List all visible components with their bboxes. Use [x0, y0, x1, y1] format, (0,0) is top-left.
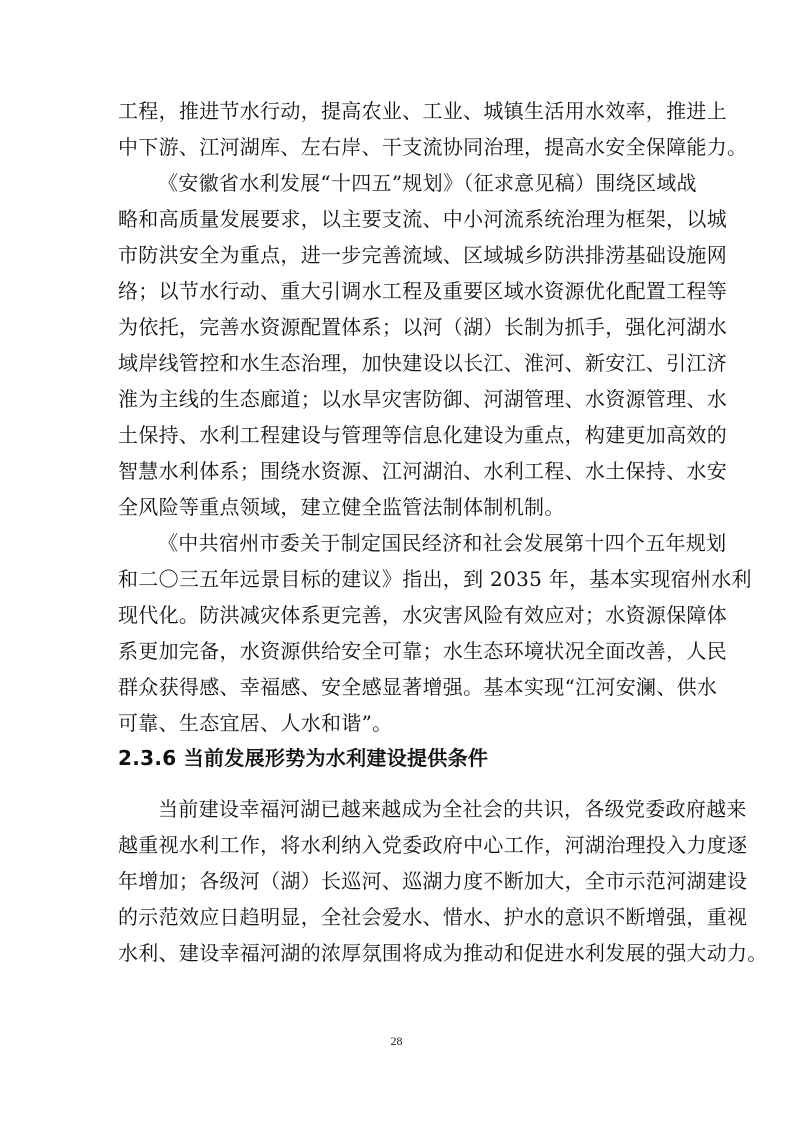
paragraph-line: 土保持、水利工程建设与管理等信息化建设为重点，构建更加高效的 [118, 423, 727, 447]
paragraph-line: 水利、建设幸福河湖的浓厚氛围将成为推动和促进水利发展的强大动力。 [118, 941, 768, 965]
paragraph-line: 年增加；各级河（湖）长巡河、巡湖力度不断加大，全市示范河湖建设 [118, 869, 748, 893]
paragraph-line: 市防洪安全为重点，进一步完善流域、区域城乡防洪排涝基础设施网 [118, 243, 727, 267]
paragraph-line: 工程，推进节水行动，提高农业、工业、城镇生活用水效率，推进上 [118, 99, 727, 123]
paragraph-line: 中下游、江河湖库、左右岸、干支流协同治理，提高水安全保障能力。 [118, 135, 748, 159]
paragraph-line: 的示范效应日趋明显，全社会爱水、惜水、护水的意识不断增强，重视 [118, 905, 748, 929]
paragraph-line: 当前建设幸福河湖已越来越成为全社会的共识，各级党委政府越来 [158, 797, 747, 821]
paragraph-line: 智慧水利体系；围绕水资源、江河湖泊、水利工程、水土保持、水安 [118, 459, 727, 483]
paragraph-line: 现代化。防洪减灾体系更完善，水灾害风险有效应对；水资源保障体 [118, 603, 727, 627]
section-heading: 2.3.6 当前发展形势为水利建设提供条件 [118, 746, 489, 770]
paragraph-line: 群众获得感、幸福感、安全感显著增强。基本实现“江河安澜、供水 [118, 675, 718, 699]
paragraph-line: 《安徽省水利发展“十四五”规划》（征求意见稿）围绕区域战 [158, 171, 697, 195]
paragraph-line: 系更加完备，水资源供给安全可靠；水生态环境状况全面改善，人民 [118, 639, 727, 663]
page-number: 28 [390, 1034, 403, 1048]
paragraph-line: 淮为主线的生态廊道；以水旱灾害防御、河湖管理、水资源管理、水 [118, 387, 727, 411]
paragraph-line: 越重视水利工作，将水利纳入党委政府中心工作，河湖治理投入力度逐 [118, 833, 748, 857]
paragraph-line: 全风险等重点领域，建立健全监管法制体制机制。 [118, 495, 565, 519]
paragraph-line: 域岸线管控和水生态治理，加快建设以长江、淮河、新安江、引江济 [118, 351, 727, 375]
paragraph-line: 和二〇三五年远景目标的建议》指出，到 2035 年，基本实现宿州水利 [118, 567, 752, 591]
paragraph-line: 《中共宿州市委关于制定国民经济和社会发展第十四个五年规划 [158, 531, 727, 555]
paragraph-line: 为依托，完善水资源配置体系；以河（湖）长制为抓手，强化河湖水 [118, 315, 727, 339]
paragraph-line: 络；以节水行动、重大引调水工程及重要区域水资源优化配置工程等 [118, 279, 727, 303]
paragraph-line: 可靠、生态宜居、人水和谐”。 [118, 711, 393, 735]
paragraph-line: 略和高质量发展要求，以主要支流、中小河流系统治理为框架，以城 [118, 207, 727, 231]
